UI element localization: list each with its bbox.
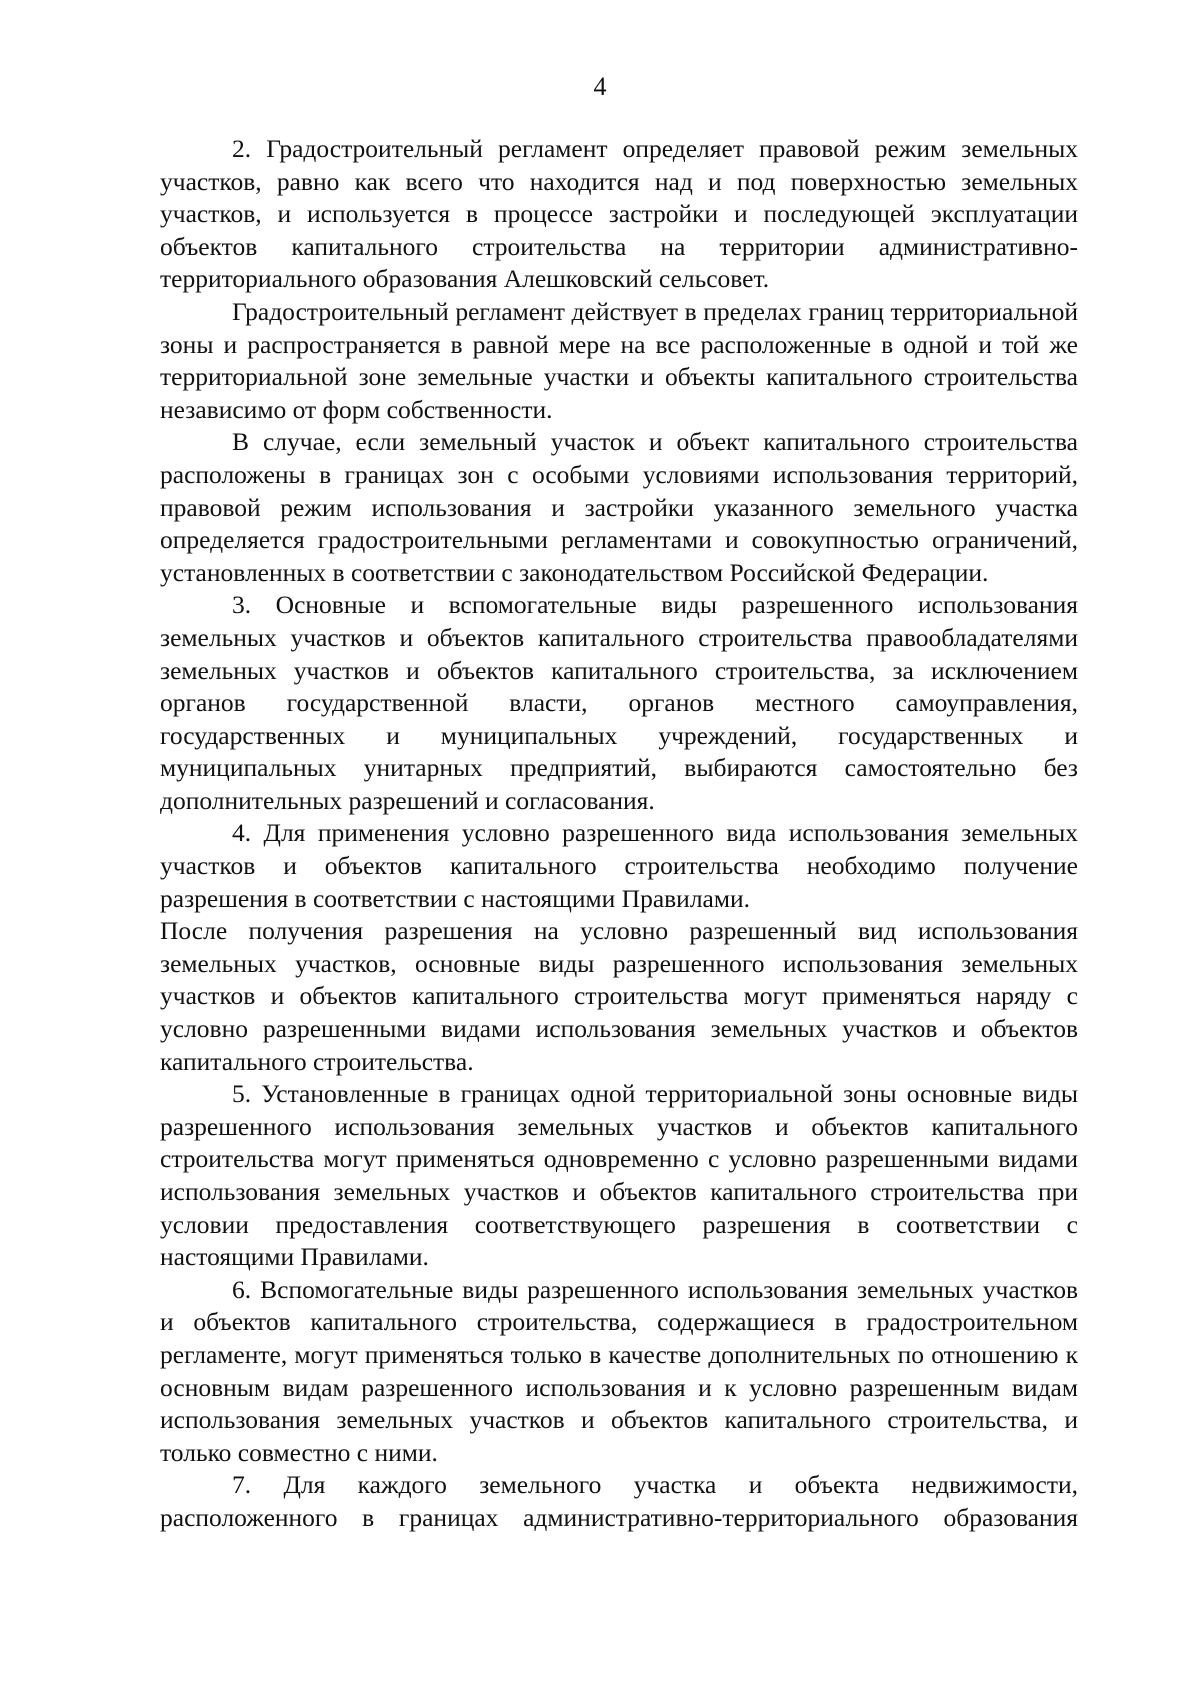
paragraph-7-each-plot: 7. Для каждого земельного участка и объекта недвижимости, расположенного в границах административно-территориального образования (160, 1470, 1078, 1532)
paragraph-2-regulation: 2. Градостроительный регламент определяет правовой режим земельных участков, равно как всего что находится над и под поверхностью земельных участков, и используется в процессе застройки и последующей эксплуатации объектов капитального строительства на территории административно-территориального образования Алешковский сельсовет. (160, 134, 1078, 294)
page-number: 4 (593, 72, 607, 101)
document-body (160, 133, 1078, 1535)
paragraph-5-simultaneous-use: 5. Установленные в границах одной территориальной зоны основные виды разрешенного использования земельных участков и объектов капитального строительства могут применяться одновременно с условно разрешенными видами использования земельных участков и объектов капитального строительства при условии предоставления соответствующего разрешения в соответствии с настоящими Правилами. (160, 1079, 1078, 1272)
paragraph-4-conditional-use: 4. Для применения условно разрешенного вида использования земельных участков и объектов капитального строительства необходимо получение разрешения в соответствии с настоящими Правилами. (160, 818, 1078, 913)
paragraph-regulation-scope: Градостроительный регламент действует в пределах границ территориальной зоны и распространяется в равной мере на все расположенные в одной и той же территориальной зоне земельные участки и объекты капитального строительства независимо от форм собственности. (160, 296, 1078, 424)
paragraph-after-permission: После получения разрешения на условно разрешенный вид использования земельных участков, основные виды разрешенного использования земельных участков и объектов капитального строительства могут применяться наряду с условно разрешенными видами использования земельных участков и объектов капитального строительства. (160, 916, 1078, 1076)
paragraph-3-permitted-uses: 3. Основные и вспомогательные виды разрешенного использования земельных участков и объектов капитального строительства правообладателями земельных участков и объектов капитального строительства, за исключением органов государственной власти, органов местного самоуправления, государственных и муниципальных учреждений, государственных и муниципальных унитарных предприятий, выбираются самостоятельно без дополнительных разрешений и согласования. (160, 590, 1078, 815)
paragraph-special-zones: В случае, если земельный участок и объект капитального строительства расположены в границах зон с особыми условиями использования территорий, правовой режим использования и застройки указанного земельного участка определяется градостроительными регламентами и совокупностью ограничений, установленных в соответствии с законодательством Российской Федерации. (160, 427, 1078, 587)
paragraph-6-auxiliary-uses: 6. Вспомогательные виды разрешенного использования земельных участков и объектов капитального строительства, содержащиеся в градостроительном регламенте, могут применяться только в качестве дополнительных по отношению к основным видам разрешенного использования и к условно разрешенным видам использования земельных участков и объектов капитального строительства, и только совместно с ними. (160, 1274, 1078, 1467)
